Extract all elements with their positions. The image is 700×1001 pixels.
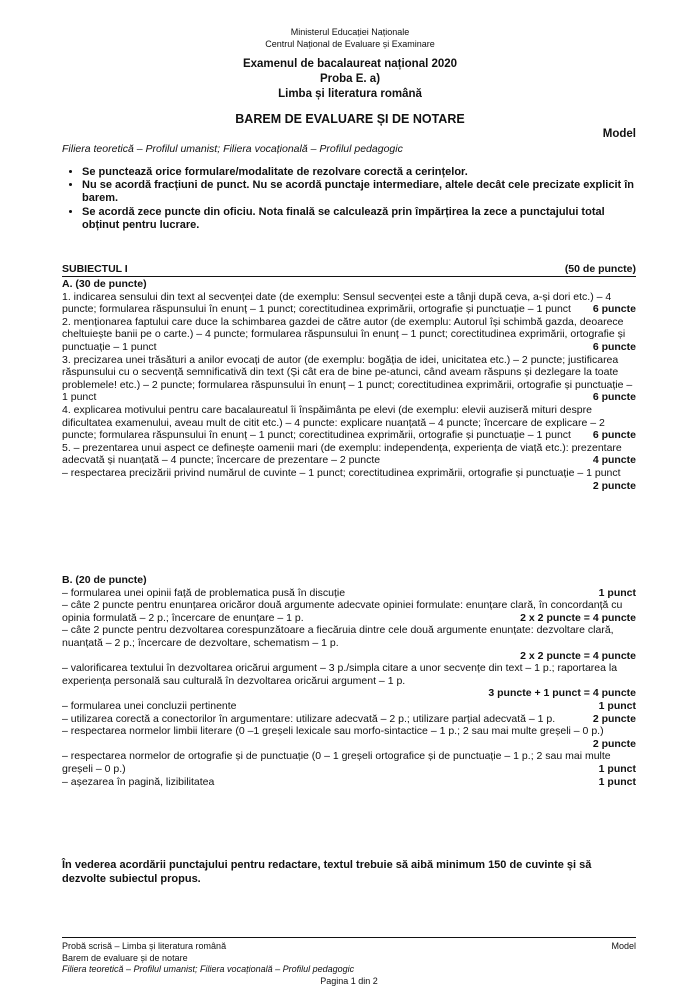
scoring-criterion: 4. explicarea motivului pentru care bacalaureatul îi înspăimânta pe elevi (de exemplu: elevii auziseră mituri despre dificultatea examenului, aveau mult de citit etc.) – 4 puncte: explicare nuanțată – 4 puncte; încercare de explicare – 2 puncte; formularea răspunsului în enunț – 1 punct; corectitudinea exprimării, ortografie și punctuație – 1 punct [62, 403, 605, 442]
part-a [62, 278, 636, 492]
part-a-title: A. (30 de puncte) [62, 278, 147, 290]
footer-divider [62, 937, 636, 938]
model-label: Model [602, 128, 636, 140]
scoring-item [62, 404, 636, 442]
scoring-item [62, 354, 636, 404]
scoring-criterion: 5. – prezentarea unui aspect ce definește oamenii mari (de exemplu: independența, experiența de viață etc.): prezentare adecvată și nuanțată – 4 puncte; încercare de prezentare – 2 puncte [62, 441, 622, 467]
scoring-points: 2 puncte [592, 479, 636, 492]
footer-model-label: Model [611, 941, 636, 951]
rules-list [62, 166, 636, 232]
scoring-criterion: 2. menționarea faptului care duce la schimbarea gazdei de către autor (de exemplu: Autorul își schimbă gazda, deoarece cheltuiește banii pe o carte.) – 4 puncte; formularea răspunsului în enunț – 1 punct; corectitudinea exprimării, ortografie și punctuație – 1 punct [62, 315, 626, 353]
scoring-points: 2 puncte [592, 712, 636, 725]
exam-name: Examenul de bacalaureat național 2020 [242, 58, 458, 70]
scoring-criterion: – respectarea precizării privind numărul de cuvinte – 1 punct; corectitudinea exprimării, ortografie și punctuație – 1 punct [62, 466, 621, 479]
scoring-item [62, 725, 636, 750]
footer-line-2: Barem de evaluare și de notare [62, 952, 188, 963]
scoring-points: 1 punct [598, 775, 636, 788]
scoring-points: 4 puncte [592, 454, 636, 467]
footer-line-1: Probă scrisă – Limba și literatura română [62, 941, 227, 951]
scoring-criterion: – utilizarea corectă a conectorilor în argumentare: utilizare adecvată – 2 p.; utilizare parțial adecvată – 1 p. [62, 712, 556, 725]
scoring-criterion: – câte 2 puncte pentru enunțarea oricăror două argumente adecvate opiniei formulate: enunțare clară, în concordanță cu opinia formulată – 2 p.; încercare de enunțare – 1 p. [62, 599, 623, 624]
ministry-name: Ministerul Educației Naționale [290, 27, 410, 37]
part-a-items [62, 291, 636, 493]
part-b-title: B. (20 de puncte) [62, 574, 147, 586]
scoring-criterion: – formularea unei concluzii pertinente [62, 699, 237, 712]
scoring-criterion: – respectarea normelor limbii literare (0 –1 greșeli lexicale sau morfo-sintactice – 1 p.; 2 sau mai multe greșeli – 0 p.) [62, 725, 604, 738]
scoring-points: 6 puncte [592, 391, 636, 404]
scoring-criterion: – formularea unei opinii față de problematica pusă în discuție [62, 586, 346, 599]
scoring-item [62, 467, 636, 492]
center-name: Centrul Național de Evaluare și Examinare [265, 39, 435, 49]
filiera-text: Filiera teoretică – Profilul umanist; Filiera vocațională – Profilul pedagogic [62, 143, 403, 155]
scoring-criterion: – valorificarea textului în dezvoltarea oricărui argument – 3 p./simpla citare a unor secvențe din text – 1 p.; raportarea la experiența personală sau culturală în dezvoltarea oricărui argument – 1 p. [62, 662, 618, 687]
scoring-item [62, 587, 636, 600]
rule-item: • Se acordă zece puncte din oficiu. Nota finală se calculează prin împărțirea la zece a punctajului total obținut pentru lucrare. [82, 206, 636, 232]
footer-line-3: Filiera teoretică – Profilul umanist; Filiera vocațională – Profilul pedagogic [62, 964, 355, 974]
scoring-points: 1 punct [598, 762, 636, 775]
ministry-header [0, 26, 700, 50]
scoring-points: 6 puncte [592, 340, 636, 353]
scoring-points: 2 x 2 puncte = 4 puncte [520, 611, 636, 624]
scoring-criterion: – câte 2 puncte pentru dezvoltarea corespunzătoare a fiecăruia dintre cele două argumente enunțate: dezvoltare clară, nuanțată – 2 p.; încercare de dezvoltare, schematism – 1 p. [62, 624, 614, 649]
scoring-criterion: – respectarea normelor de ortografie și de punctuație (0 – 1 greșeli ortografice și de punctuație – 1 p.; 2 sau mai multe greșeli – 0 p.) [62, 750, 611, 775]
scoring-criterion: 3. precizarea unei trăsături a anilor evocați de autor (de exemplu: bogăția de idei, unicitatea etc.) – 2 puncte; justificarea răspunsului cu o secvență semnificativă din text (Și cât era de bine pe-atunci, când aveam răspuns și dezlegare la toate problemele! etc.) – 2 puncte; formularea răspunsului în enunț – 1 punct; corectitudinea exprimării, ortografie și punctuație – 1 punct [62, 353, 633, 404]
rule-item: • Se punctează orice formulare/modalitate de rezolvare corectă a cerințelor. [82, 166, 636, 179]
scoring-points: 2 puncte [592, 737, 636, 750]
scoring-item [62, 291, 636, 316]
scoring-criterion: – așezarea în pagină, lizibilitatea [62, 775, 215, 788]
page-number: Pagina 1 din 2 [320, 975, 378, 986]
subject-name: Limba și literatura română [278, 88, 422, 100]
scoring-item [62, 599, 636, 624]
section-heading [62, 263, 636, 276]
scoring-points: 1 punct [598, 586, 636, 599]
part-b [62, 574, 636, 788]
rule-item: • Nu se acordă fracțiuni de punct. Nu se acordă punctaje intermediare, altele decât cele precizate explicit în barem. [82, 179, 636, 205]
scoring-points: 3 puncte + 1 punct = 4 puncte [488, 687, 636, 700]
section-points: (50 de puncte) [564, 263, 636, 275]
scoring-item [62, 713, 636, 726]
scoring-criterion: 1. indicarea sensului din text al secvenței date (de exemplu: Sensul secvenței este a tânji după ceva, a-și dori etc.) – 4 puncte; formularea răspunsului în enunț – 1 punct; corectitudinea exprimării, ortografie și punctuație – 1 punct [62, 290, 612, 316]
scoring-points: 6 puncte [592, 429, 636, 442]
section-divider [62, 276, 636, 277]
scoring-points: 2 x 2 puncte = 4 puncte [520, 649, 636, 662]
scoring-points: 1 punct [598, 699, 636, 712]
section-title: SUBIECTUL I [62, 263, 128, 275]
scoring-item [62, 776, 636, 789]
part-b-items [62, 587, 636, 789]
exam-title [0, 57, 700, 102]
proba-name: Proba E. a) [319, 73, 381, 85]
scoring-item [62, 700, 636, 713]
page-footer [62, 941, 636, 987]
barem-title: BAREM DE EVALUARE ȘI DE NOTARE [235, 112, 465, 126]
scoring-points: 6 puncte [592, 303, 636, 316]
scoring-item [62, 442, 636, 467]
scoring-item [62, 316, 636, 354]
redactare-note: În vederea acordării punctajului pentru redactare, textul trebuie să aibă minimum 150 de cuvinte și să dezvolte subiectul propus. [62, 859, 592, 885]
scoring-item [62, 750, 636, 775]
